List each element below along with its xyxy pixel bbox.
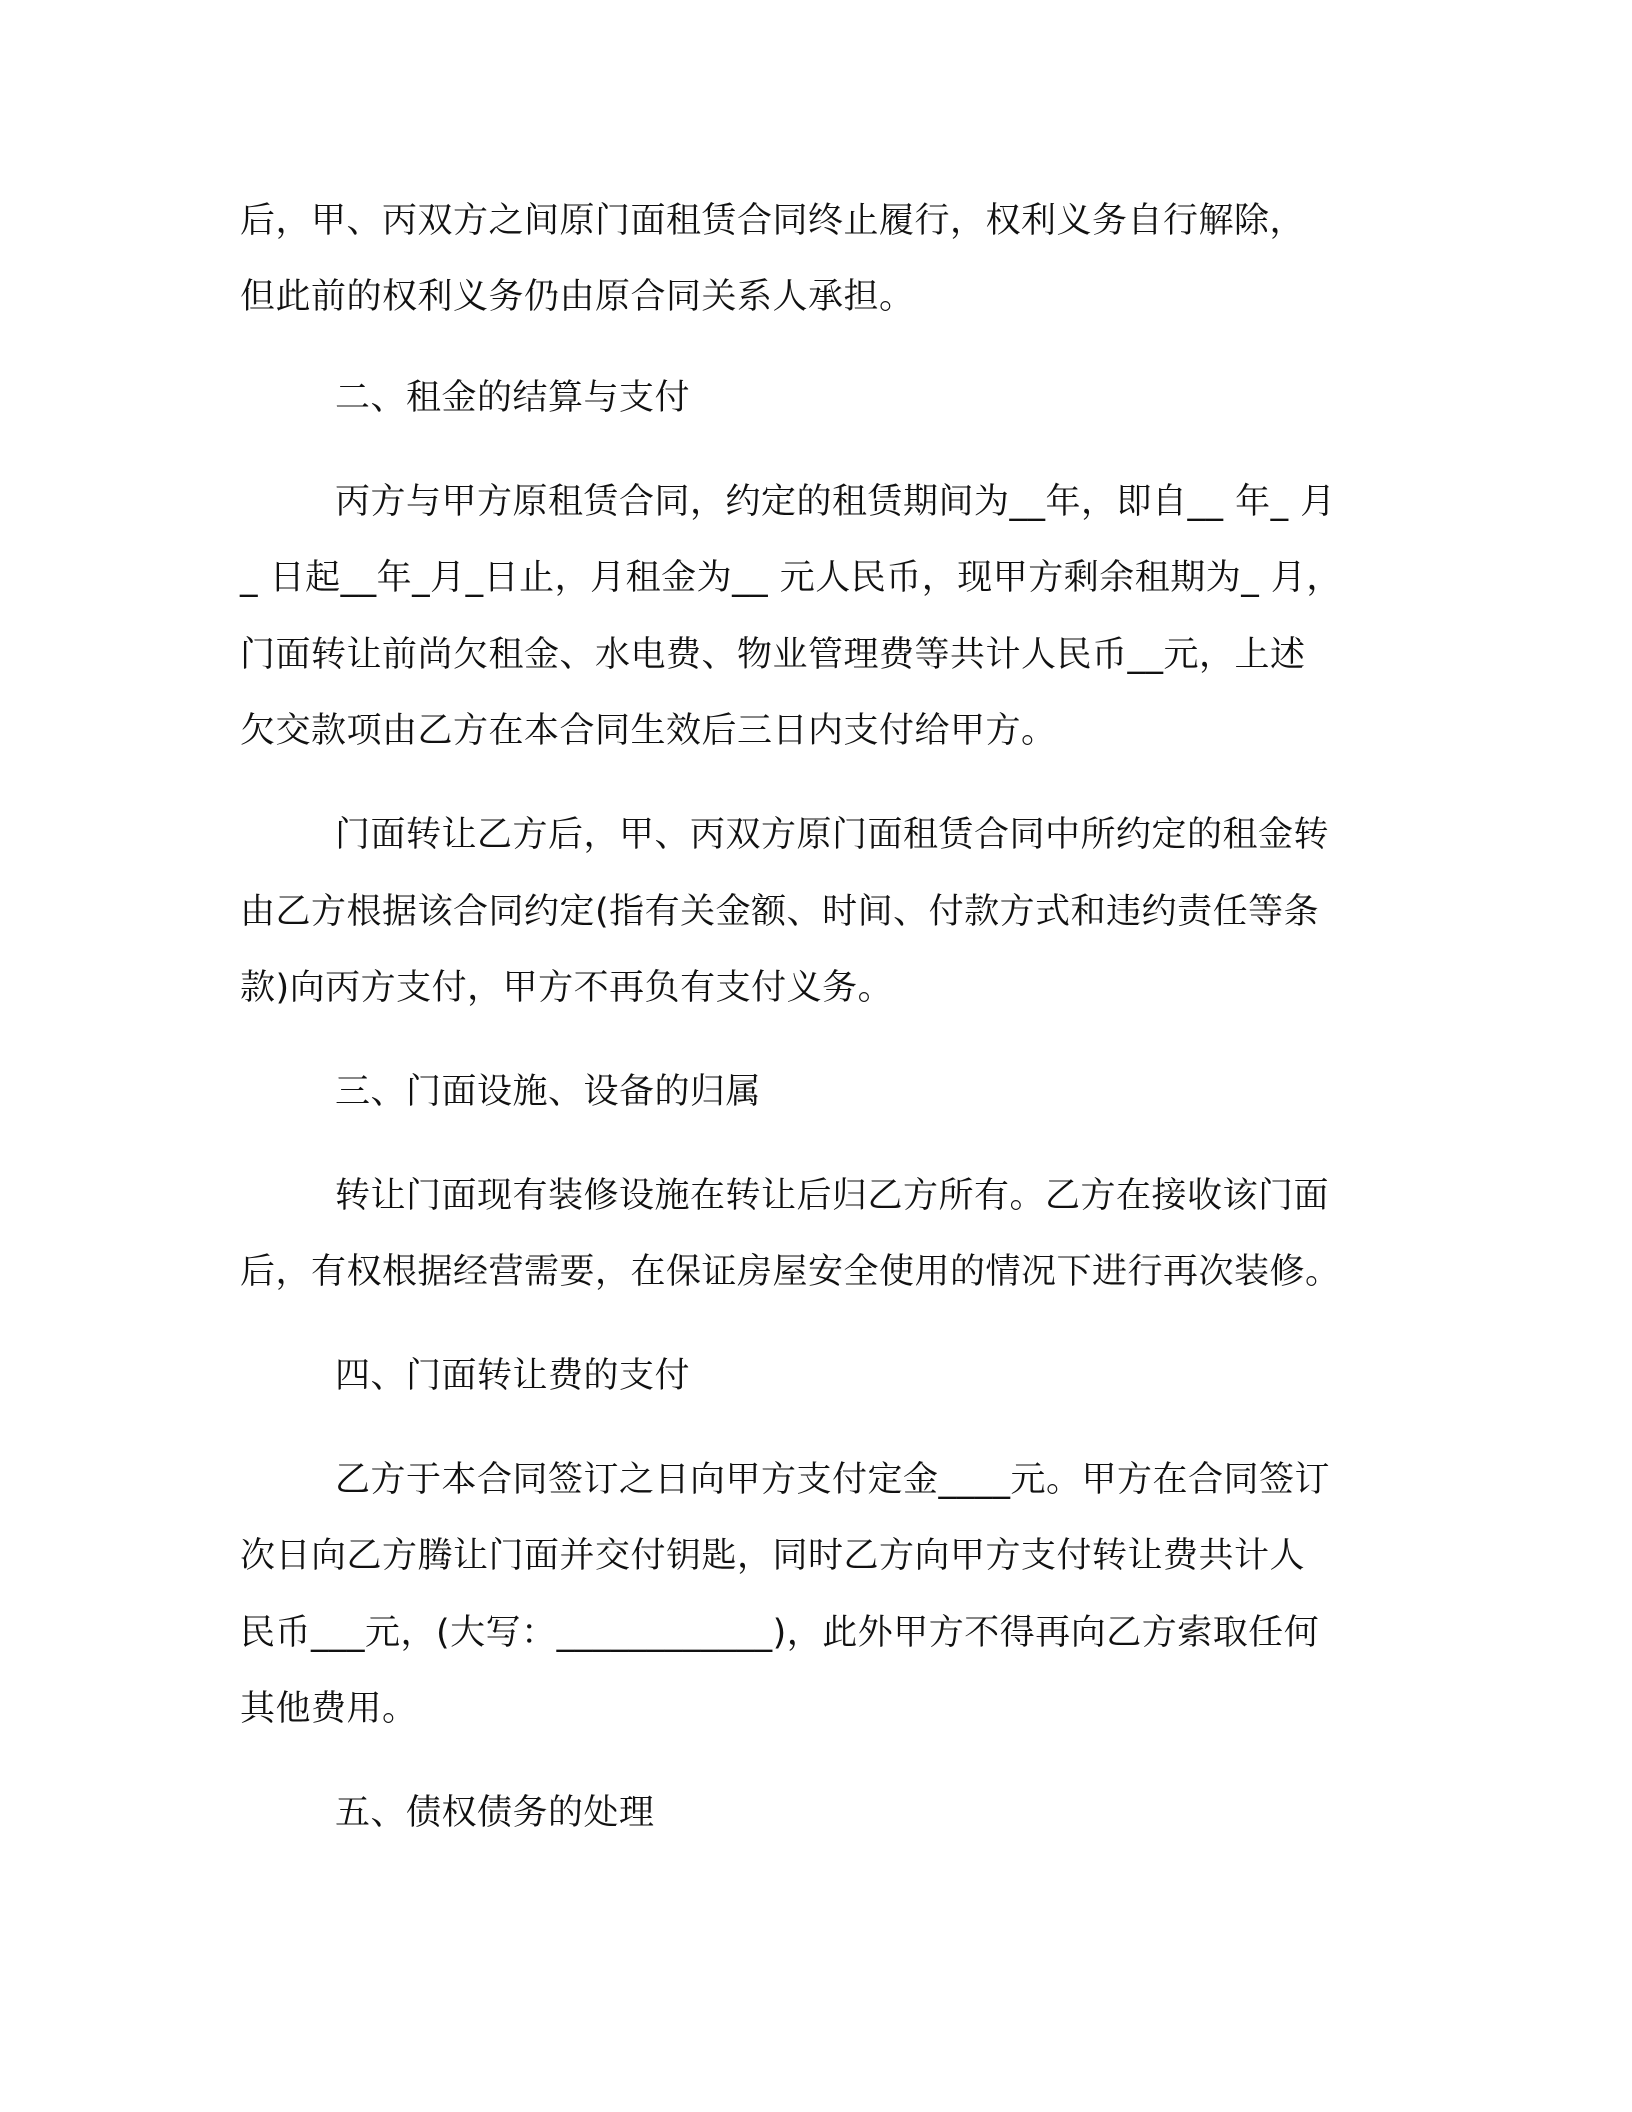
paragraph-line: 门面转让乙方后，甲、丙双方原门面租赁合同中所约定的租金转: [335, 815, 1330, 855]
paragraph-line: 欠交款项由乙方在本合同生效后三日内支付给甲方。: [240, 711, 1057, 751]
section-heading: 五、债权债务的处理: [335, 1793, 655, 1833]
paragraph-line: 丙方与甲方原租赁合同，约定的租赁期间为__年，即自__ 年_ 月: [335, 482, 1336, 522]
paragraph-line: 款)向丙方支付，甲方不再负有支付义务。: [240, 968, 894, 1008]
paragraph-line: 转让门面现有装修设施在转让后归乙方所有。乙方在接收该门面: [335, 1176, 1330, 1216]
paragraph-line: _ 日起__年_月_日止，月租金为__ 元人民币，现甲方剩余租期为_ 月，: [240, 558, 1342, 598]
section-heading: 三、门面设施、设备的归属: [335, 1072, 762, 1112]
paragraph-line: 但此前的权利义务仍由原合同关系人承担。: [240, 277, 915, 317]
paragraph-line: 其他费用。: [240, 1689, 418, 1729]
paragraph-line: 次日向乙方腾让门面并交付钥匙，同时乙方向甲方支付转让费共计人: [240, 1536, 1306, 1576]
paragraph-line: 后，甲、丙双方之间原门面租赁合同终止履行，权利义务自行解除，: [240, 201, 1306, 241]
section-heading: 四、门面转让费的支付: [335, 1356, 691, 1396]
section-heading: 二、租金的结算与支付: [335, 378, 691, 418]
paragraph-line: 乙方于本合同签订之日向甲方支付定金____元。甲方在合同签订: [335, 1460, 1331, 1500]
paragraph-line: 后，有权根据经营需要，在保证房屋安全使用的情况下进行再次装修。: [240, 1252, 1341, 1292]
paragraph-line: 门面转让前尚欠租金、水电费、物业管理费等共计人民币__元，上述: [240, 635, 1306, 675]
paragraph-line: 民币___元，(大写：____________)，此外甲方不得再向乙方索取任何: [240, 1613, 1320, 1653]
paragraph-line: 由乙方根据该合同约定(指有关金额、时间、付款方式和违约责任等条: [240, 892, 1320, 932]
